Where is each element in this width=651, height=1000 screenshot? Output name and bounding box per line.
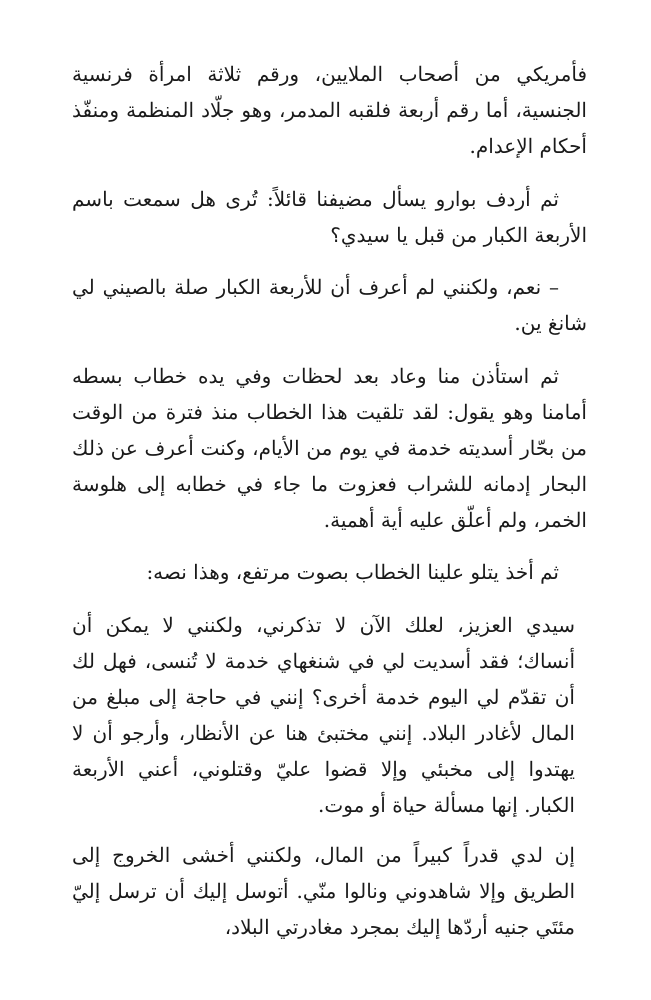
letter-paragraph-1: سيدي العزيز، لعلك الآن لا تذكرني، ولكنني لا يمكن أن أنساك؛ فقد أسديت لي في شنغهاي خدمة لا تُنسى، فهل لك أن تقدّم لي اليوم خدمة أخرى؟ إنني في حاجة إلى مبلغ من المال لأغادر البلاد. إنني مختبئ هنا عن الأنظار، وأرجو أن لا يهتدوا إلى مخبئي وإلا قضوا عليّ وقتلوني، أعني الأربعة الكبار. إنها مسألة حياة أو موت.: [72, 613, 575, 817]
quoted-letter: [72, 607, 587, 945]
paragraph-3: – نعم، ولكنني لم أعرف أن للأربعة الكبار صلة بالصيني لي شانغ ين.: [72, 275, 587, 335]
paragraph-5: ثم أخذ يتلو علينا الخطاب بصوت مرتفع، وهذا نصه:: [146, 560, 559, 584]
paragraph-2: ثم أردف بوارو يسأل مضيفنا قائلاً: تُرى هل سمعت باسم الأربعة الكبار من قبل يا سيدي؟: [72, 187, 587, 247]
letter-paragraph-2: إن لدي قدراً كبيراً من المال، ولكنني أخشى الخروج إلى الطريق وإلا شاهدوني ونالوا منّي. أتوسل إليك أن ترسل إليّ مئتَي جنيه أردّها إليك بمجرد مغادرتي البلاد،: [72, 843, 575, 939]
paragraph-4: ثم استأذن منا وعاد بعد لحظات وفي يده خطاب بسطه أمامنا وهو يقول: لقد تلقيت هذا الخطاب منذ فترة من الوقت من بحّار أسديته خدمة في يوم من الأيام، وكنت أعرف عن ذلك البحار إدمانه للشراب فعزوت ما جاء في خطابه إلى هلوسة الخمر، ولم أعلّق عليه أية أهمية.: [72, 364, 587, 532]
paragraph-1: فأمريكي من أصحاب الملايين، ورقم ثلاثة امرأة فرنسية الجنسية، أما رقم أربعة فلقبه المدمر، وهو جلّاد المنظمة ومنفّذ أحكام الإعدام.: [72, 62, 587, 158]
book-page: [72, 56, 587, 945]
